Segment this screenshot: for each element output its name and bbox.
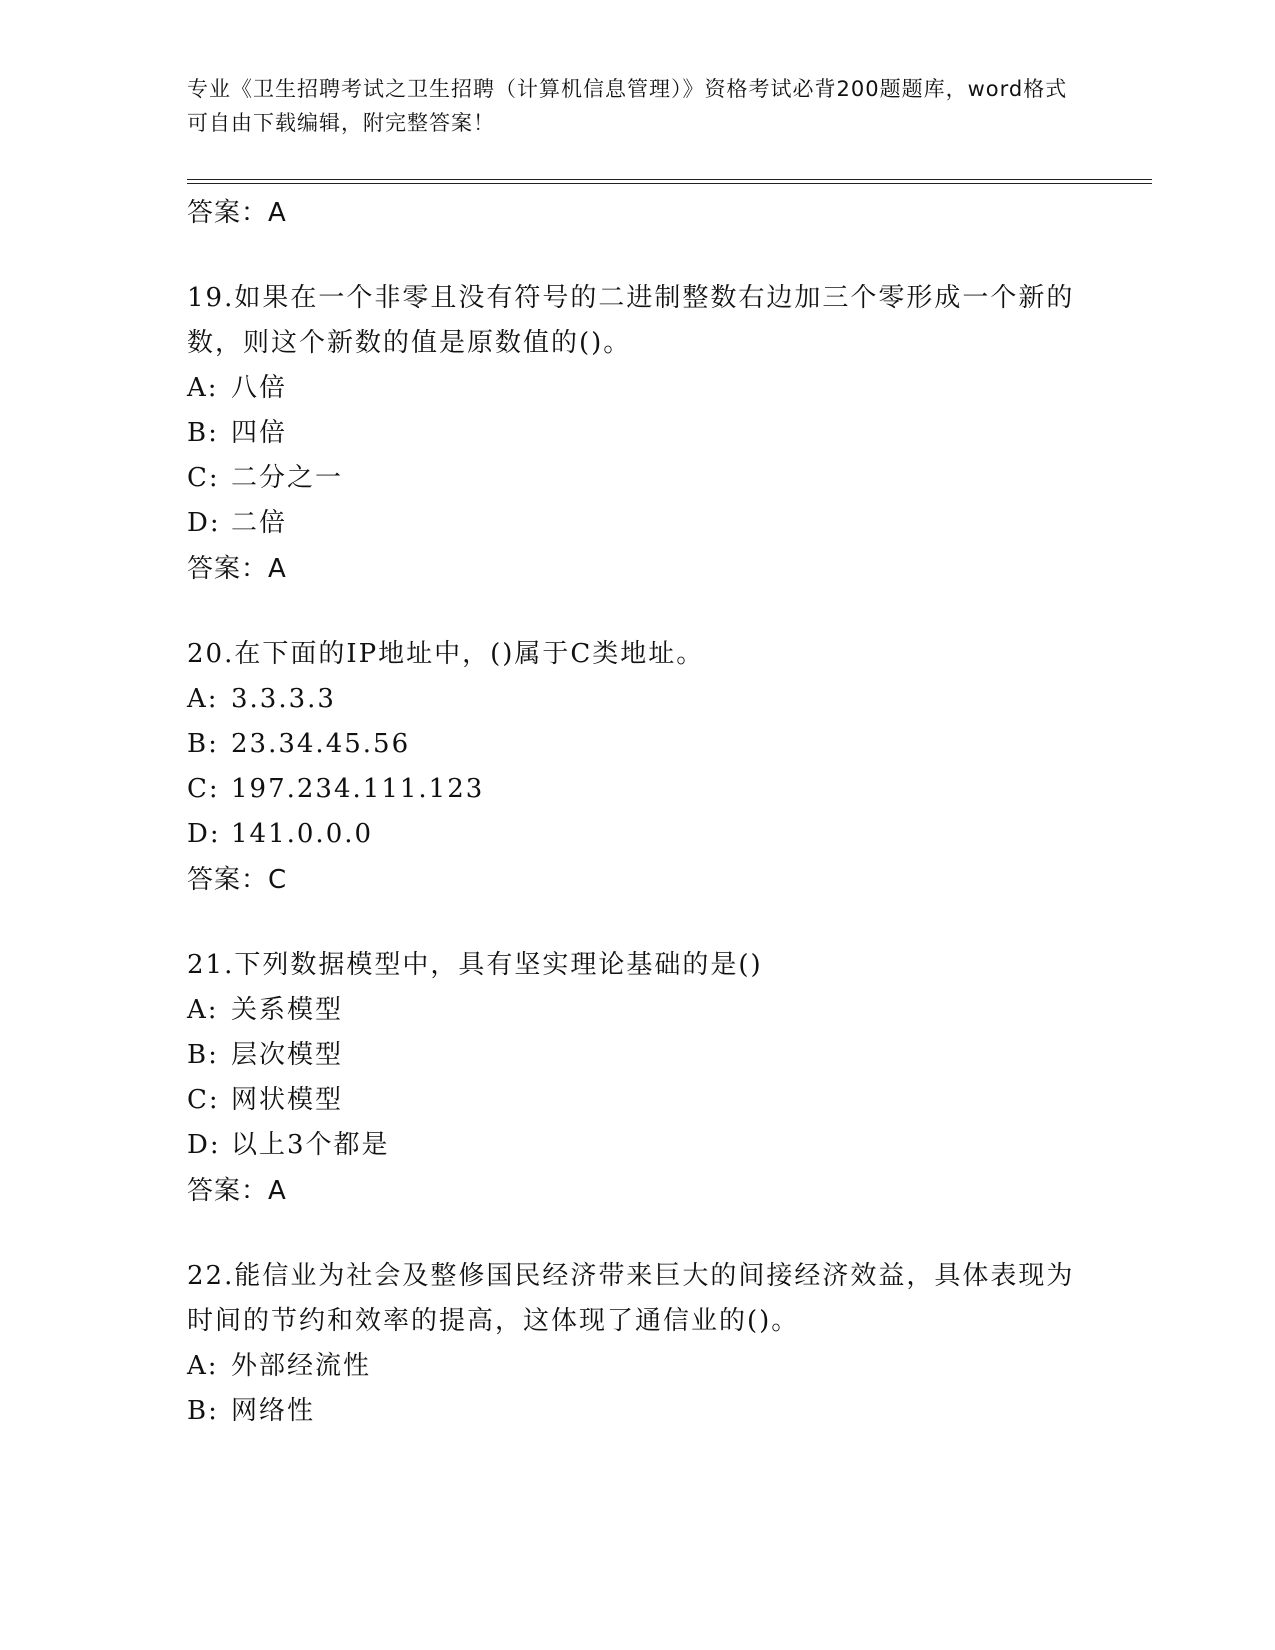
option-c	[187, 456, 1087, 501]
option-letter: D:	[187, 1130, 221, 1160]
option-text: 二分之一	[231, 463, 344, 493]
option-b	[187, 722, 1087, 767]
answer-line: 答案：A	[187, 1176, 287, 1206]
option-text: 网状模型	[231, 1085, 344, 1115]
option-d	[187, 1123, 1087, 1168]
option-letter: A:	[187, 995, 219, 1025]
question-stem: 21.下列数据模型中，具有坚实理论基础的是()	[187, 950, 763, 980]
option-letter: C:	[187, 463, 220, 493]
question-21	[187, 943, 1087, 1214]
option-c	[187, 767, 1087, 812]
option-text: 四倍	[231, 418, 288, 448]
option-letter: A:	[187, 684, 219, 714]
option-d	[187, 812, 1087, 857]
option-a	[187, 988, 1087, 1033]
document-header: 专业《卫生招聘考试之卫生招聘（计算机信息管理）》资格考试必背200题题库，word格式可自由下载编辑，附完整答案！	[187, 77, 1068, 135]
option-letter: C:	[187, 1085, 220, 1115]
question-stem: 19.如果在一个非零且没有符号的二进制整数右边加三个零形成一个新的数，则这个新数的值是原数值的()。	[187, 283, 1075, 358]
option-text: 外部经流性	[231, 1351, 372, 1381]
option-a	[187, 1344, 1087, 1389]
option-letter: B:	[187, 1040, 219, 1070]
option-a	[187, 677, 1087, 722]
option-text: 141.0.0.0	[231, 819, 374, 849]
option-d	[187, 501, 1087, 546]
option-letter: B:	[187, 729, 219, 759]
option-text: 网络性	[231, 1396, 316, 1426]
option-letter: B:	[187, 418, 219, 448]
header-divider	[187, 179, 1152, 184]
question-22	[187, 1254, 1087, 1434]
answer-line: 答案：C	[187, 865, 288, 895]
option-letter: C:	[187, 774, 220, 804]
option-text: 八倍	[231, 373, 288, 403]
option-letter: A:	[187, 1351, 219, 1381]
question-20	[187, 632, 1087, 903]
option-b	[187, 1389, 1087, 1434]
question-stem: 22.能信业为社会及整修国民经济带来巨大的间接经济效益，具体表现为时间的节约和效率的提高，这体现了通信业的()。	[187, 1261, 1075, 1336]
option-b	[187, 411, 1087, 456]
option-letter: A:	[187, 373, 219, 403]
option-letter: D:	[187, 508, 221, 538]
answer-line: 答案：A	[187, 554, 287, 584]
option-letter: B:	[187, 1396, 219, 1426]
option-text: 23.34.45.56	[231, 729, 411, 759]
question-19	[187, 276, 1087, 592]
option-letter: D:	[187, 819, 221, 849]
option-text: 3.3.3.3	[231, 684, 336, 714]
option-text: 关系模型	[231, 995, 344, 1025]
option-b	[187, 1033, 1087, 1078]
option-c	[187, 1078, 1087, 1123]
document-body	[187, 190, 1087, 1474]
option-a	[187, 366, 1087, 411]
question-stem: 20.在下面的IP地址中，()属于C类地址。	[187, 639, 705, 669]
previous-answer: 答案：A	[187, 198, 287, 228]
option-text: 以上3个都是	[231, 1130, 390, 1160]
option-text: 二倍	[231, 508, 288, 538]
option-text: 层次模型	[231, 1040, 344, 1070]
option-text: 197.234.111.123	[231, 774, 485, 804]
